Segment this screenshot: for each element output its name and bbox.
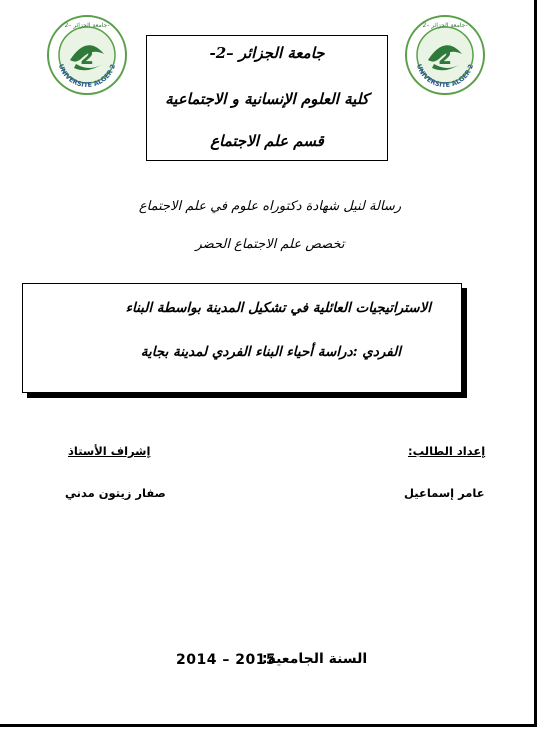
logo-text: UNIVERSITE ALGER 2 bbox=[56, 63, 118, 90]
thesis-title-box bbox=[22, 283, 462, 393]
faculty-name: كلية العلوم الإنسانية و الاجتماعية bbox=[165, 90, 369, 108]
thesis-degree-line: رسالة لنيل شهادة دكتوراه علوم في علم الاجتماع bbox=[138, 199, 402, 214]
specialty-line: تخصص علم الاجتماع الحضر bbox=[195, 237, 345, 252]
university-name: جامعة الجزائر –2- bbox=[209, 44, 325, 62]
svg-text:جامعة الجزائر –2-: جامعة الجزائر –2- bbox=[64, 22, 110, 29]
academic-year-label: السنة الجامعية: bbox=[262, 651, 368, 667]
academic-year-value: 2014 – 2015 bbox=[176, 652, 277, 668]
institution-header-box bbox=[146, 35, 388, 161]
supervisor-label: إشراف الأستاذ bbox=[68, 444, 151, 458]
svg-text:2: 2 bbox=[80, 45, 94, 69]
supervisor-name: صفار زيتون مدني bbox=[65, 486, 166, 500]
svg-text:جامعة الجزائر –2-: جامعة الجزائر –2- bbox=[422, 22, 468, 29]
thesis-title-line-2: الفردي :دراسة أحياء البناء الفردي لمدينة بجاية bbox=[140, 344, 401, 360]
logo-text: UNIVERSITE ALGER 2 bbox=[414, 63, 476, 90]
student-name: عامر إسماعيل bbox=[404, 486, 485, 500]
department-name: قسم علم الاجتماع bbox=[210, 132, 324, 150]
university-logo-right bbox=[404, 14, 486, 96]
university-logo-left bbox=[46, 14, 128, 96]
student-label: إعداد الطالب: bbox=[408, 444, 486, 458]
svg-text:2: 2 bbox=[438, 45, 452, 69]
thesis-title-line-1: الاستراتيجيات العائلية في تشكيل المدينة بواسطة البناء bbox=[125, 300, 431, 316]
